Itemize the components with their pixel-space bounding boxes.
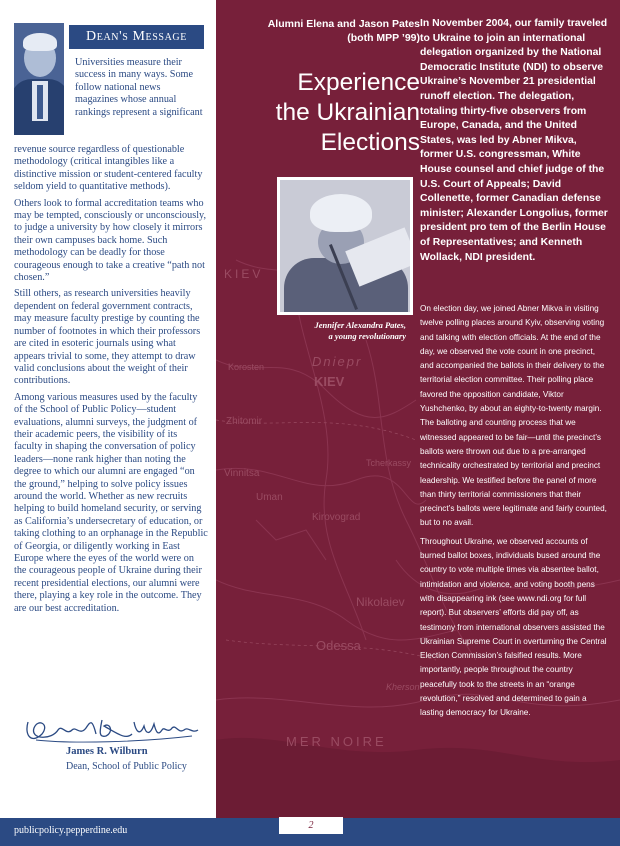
- map-label-kherson: Kherson: [386, 682, 420, 692]
- map-label-nikolaiev: Nikolaiev: [356, 595, 405, 609]
- signature-image: [22, 714, 202, 746]
- headline-line: Experience: [297, 69, 420, 96]
- map-label-korosten: Korosten: [228, 362, 265, 372]
- signature-role: Dean, School of Public Policy: [66, 761, 187, 772]
- child-photo: [277, 177, 413, 315]
- signature-name: James R. Wilburn: [66, 746, 148, 757]
- deans-message-title: Dean's Message: [69, 25, 204, 49]
- map-label-zhitomir: Zhitomir: [226, 416, 263, 427]
- deans-message-intro: Universities measure their success in many ways. Some follow national news magazines whose annual rankings represent a significant: [75, 57, 203, 118]
- dean-portrait: [14, 23, 64, 135]
- map-label-dniepr: Dniepr: [312, 354, 363, 369]
- footer-url-link[interactable]: publicpolicy.pepperdine.edu: [14, 825, 128, 836]
- deans-message-paragraph: Others look to formal accreditation teams who may be tempted, consciously or unconsciously, to judge a university by how closely it mirrors their own campuses back home. Such methodology can be deadly for those courageous enough to take a creative “path not chosen.”: [14, 197, 207, 284]
- headline-line: Elections: [320, 129, 420, 156]
- deans-message-body: [14, 144, 208, 619]
- article-headline: [226, 68, 420, 158]
- deans-message-paragraph: revenue source regardless of questionable methodology (critical intangibles like a distinctive mission or student-centered faculty seldom yield to quantitative methods).: [14, 144, 203, 193]
- map-label-kirovograd: Kirovograd: [312, 512, 361, 523]
- map-label-kiev: KIEV: [314, 374, 345, 389]
- article-body: [420, 302, 610, 725]
- article-panel: [216, 0, 620, 818]
- photo-caption-name: Jennifer Alexandra Pates,: [314, 320, 406, 330]
- map-label-cherkassy: Tcherkassy: [366, 458, 412, 468]
- map-label-uman: Uman: [256, 492, 283, 503]
- map-label-vinnitsa: Vinnitsa: [224, 468, 260, 479]
- map-label-odessa: Odessa: [316, 638, 361, 653]
- photo-caption-desc: a young revolutionary: [328, 331, 406, 341]
- byline-names: Alumni Elena and Jason Pates: [267, 18, 420, 30]
- map-label-mer-noire: MER NOIRE: [286, 734, 387, 749]
- deans-message-paragraph: Among various measures used by the faculty of the School of Public Policy—student evaluations, alumni surveys, the judgment of their academic peers, the visibility of its faculty in shaping the conversation of policy leaders—none rank higher than noting the degree to which our alumni are engaged “on the ground,” helping to solve policy issues around the world. Whether as new recruits helping to build homeland security, or serving as California’s undersecretary of education, or taking clothing to an orphanage in the Republic of Georgia, or diligently working in East Europe where the eyes of the world were on the courageous people of Ukraine during their recent presidential elections, our alumni were there, playing a key role in the outcome. They are our best accreditation.: [14, 391, 208, 614]
- article-paragraph: Throughout Ukraine, we observed accounts of burned ballot boxes, individuals bused around the country to vote multiple times via absentee ballot, intimidation and violence, and voting booth pens with disappearing ink (see www.ndi.org for full report). But observers’ efforts did pay off, as testimony from international observers assisted the Ukrainian Supreme Court in overturning the Central Election Commission’s falsified results. More importantly, people throughout the country peacefully took to the streets in an “orange revolution,” resolved and determined to gain a lasting democracy for Ukraine.: [420, 536, 607, 718]
- map-label: KIEV: [224, 267, 264, 281]
- deans-message-column: [0, 0, 216, 818]
- article-paragraph: On election day, we joined Abner Mikva in visiting twelve polling places around Kyiv, observing voting and talking with election officials. At the end of the day, we observed the vote count in one precinct, and accompanied the ballots in their delivery to the territorial election committee. Their polling place favored the opposition candidate, Viktor Yushchenko, by about an eighty-to-twenty margin. The balloting and counting process that we witnessed appeared to be fair—until the precinct’s ballots were thrown out due to a pre-arranged technicality orchestrated by territorial and precinct leadership. We testified before the panel of more than thirty territorial commissioners that their precinct’s ballots were legitimate and fairly counted, but to no avail.: [420, 304, 607, 528]
- footer-bar-right: [216, 818, 620, 846]
- page-number: 2: [279, 817, 343, 834]
- deans-message-paragraph: Still others, as research universities heavily dependent on federal government contracts, may measure faculty prestige by counting the number of footnotes in which their professors are cited in esoteric journals using what appears trivial to some, they attempt to draw valid conclusions about the weight of their contributions.: [14, 288, 201, 387]
- article-byline: [232, 17, 420, 45]
- byline-degree: (both MPP ’99): [347, 32, 420, 44]
- photo-caption: [256, 320, 406, 342]
- article-lead: In November 2004, our family traveled to Ukraine to join an international delegation organized by the National Democratic Institute (NDI) to observe Ukraine’s November 21 presidential runoff election. The delegation, totaling thirty-five observers from Europe, Canada, and the United States, was led by Abner Mikva, former U.S. congressman, White House counsel and chief judge of the U.S. Court of Appeals; David Collenette, former Canadian defense minister; Alexander Longolius, former president pro tem of the Berlin House of Representatives; and Kenneth Wollack, NDI president.: [420, 18, 608, 263]
- headline-line: the Ukrainian: [275, 99, 420, 126]
